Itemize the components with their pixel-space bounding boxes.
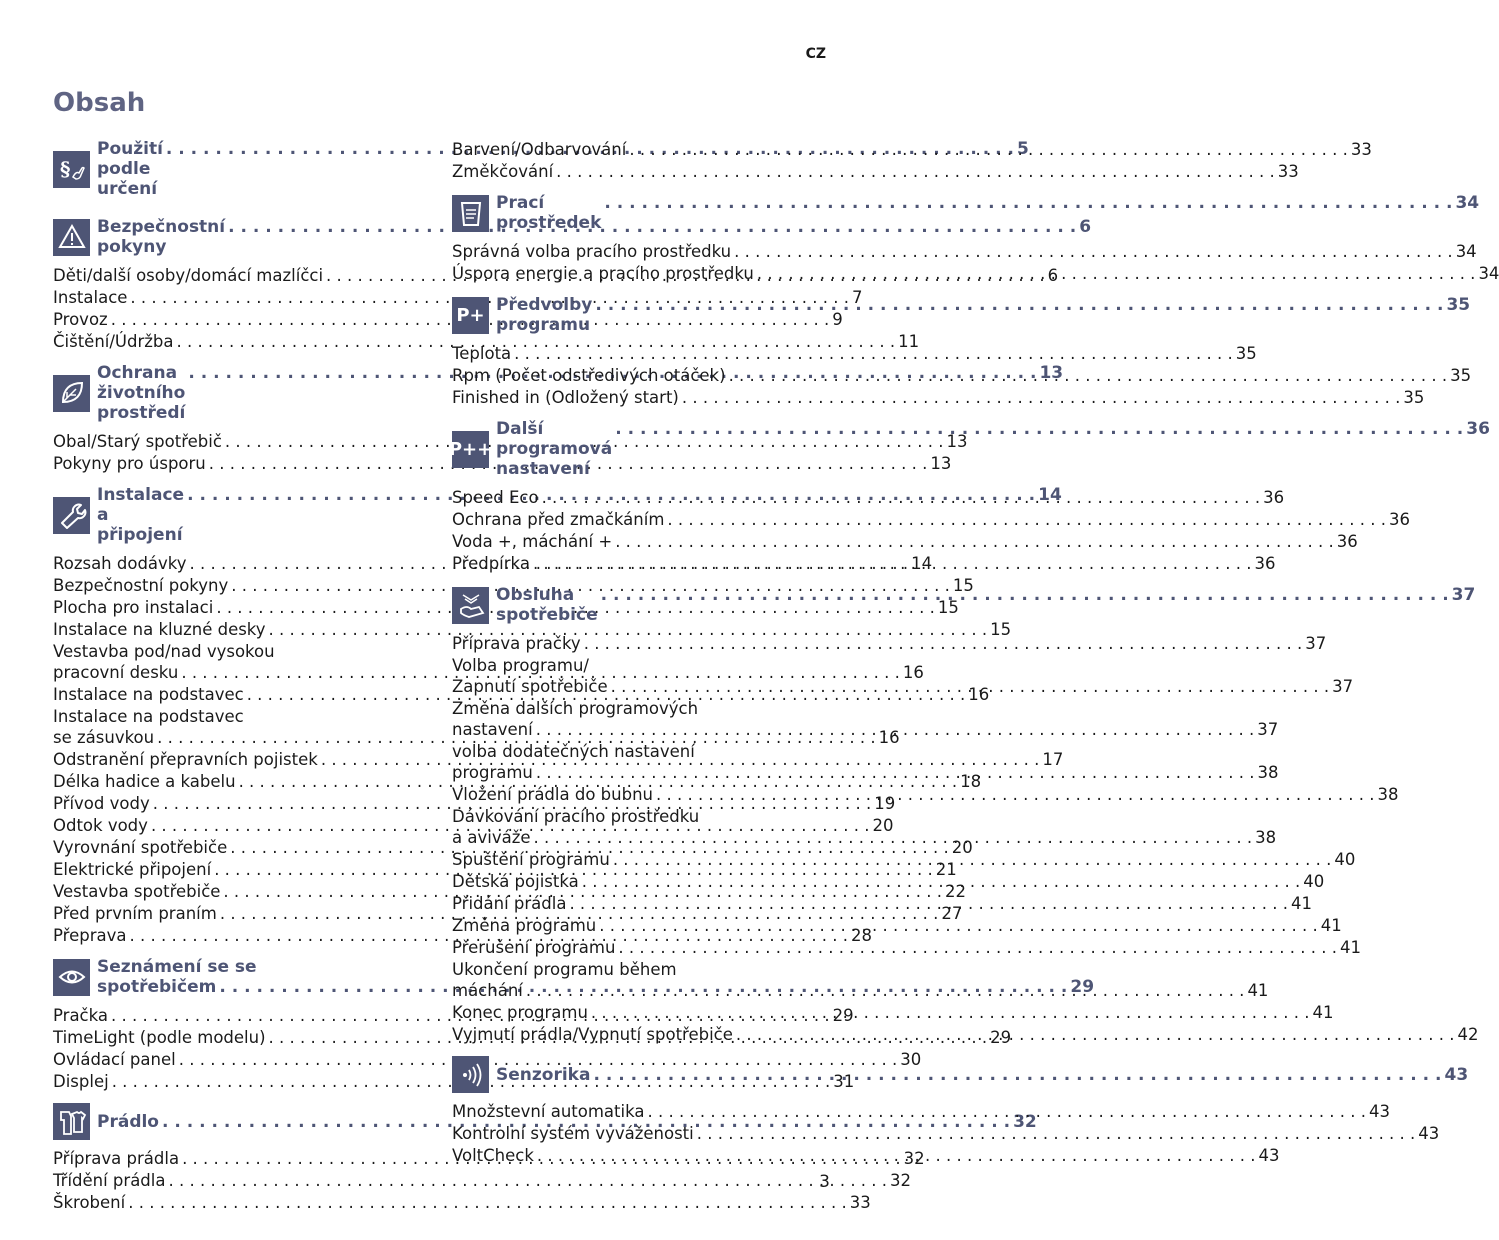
section-heading-text	[496, 193, 1479, 233]
entry-title-line2: nastavení	[452, 720, 533, 739]
entry-page: 27	[941, 904, 963, 923]
section-page: 35	[1446, 295, 1471, 315]
entry-page: 31	[833, 1072, 855, 1091]
dot-leader	[615, 419, 1463, 439]
section-page: 43	[1444, 1064, 1469, 1085]
entry-page: 38	[1255, 828, 1277, 847]
eye-icon	[53, 959, 90, 996]
entry-page: 20	[872, 816, 894, 835]
entry-page: 30	[900, 1050, 922, 1069]
section-title: Předvolby programu	[496, 295, 593, 335]
dot-leader	[526, 980, 1245, 1002]
entry-title: Vložení prádla do bubnu	[452, 785, 653, 804]
entry-page: 13	[930, 454, 952, 473]
entry-title: Barvení/Odbarvování	[452, 140, 627, 159]
entry-page: 14	[911, 554, 933, 573]
entry-page: 32	[890, 1171, 912, 1190]
dot-leader	[537, 1145, 1256, 1167]
entry-title: Finished in (Odložený start)	[452, 388, 679, 407]
dot-leader	[615, 531, 1334, 553]
entry-page: 15	[990, 620, 1012, 639]
laundry-clothes-icon	[53, 1103, 90, 1140]
section-heading[interactable]	[452, 295, 1471, 335]
entry-page: 41	[1312, 1003, 1334, 1022]
dot-leader	[604, 193, 1452, 213]
entry-title: Přerušení programu	[452, 938, 616, 957]
wrench-icon	[53, 497, 90, 534]
entry-title-line2: programu	[452, 763, 533, 782]
entry-title: Kontrolní systém vyváženosti	[452, 1124, 694, 1143]
dot-leader	[582, 871, 1301, 893]
entry-page: 19	[874, 794, 896, 813]
dot-leader	[168, 1170, 887, 1192]
section-page: 36	[1466, 419, 1490, 439]
section-heading-text	[496, 585, 1475, 625]
entry-title-line1: Instalace na podstavec	[53, 707, 244, 726]
entry-title: Rpm (Počet odstředivých otáček)	[452, 366, 726, 385]
entry-title-line2: a aviváže	[452, 828, 531, 847]
entry-page: 35	[1403, 388, 1425, 407]
entry-page: 41	[1339, 938, 1361, 957]
entry-title: Dětská pojistka	[452, 872, 579, 891]
toc-entry[interactable]	[53, 431, 968, 453]
toc-entry[interactable]	[452, 531, 1358, 553]
entry-title-line1: Ukončení programu během	[452, 960, 677, 979]
entry-title-line1: Změna dalších programových	[452, 699, 699, 718]
section-title: Senzorika	[496, 1064, 591, 1085]
toc-entry[interactable]	[452, 263, 1499, 285]
dot-leader	[757, 263, 1476, 285]
toc-entry[interactable]	[53, 453, 952, 475]
dot-leader	[534, 827, 1253, 849]
entry-page: 41	[1320, 916, 1342, 935]
p-plus-plus-icon	[448, 431, 493, 468]
warning-triangle-icon	[53, 219, 90, 256]
section-heading-text	[496, 295, 1470, 335]
toc-entry[interactable]	[452, 633, 1327, 655]
dot-leader	[613, 849, 1332, 871]
toc-entry[interactable]	[53, 287, 863, 309]
entry-title-line2: máchání	[452, 981, 523, 1000]
page-title: Obsah	[53, 88, 146, 118]
section-page: 32	[1013, 1111, 1037, 1132]
section-page: 14	[1038, 485, 1062, 505]
icon-label: P++	[448, 438, 493, 460]
entry-page: 16	[878, 728, 900, 747]
dot-leader	[736, 1024, 1455, 1046]
dot-leader	[584, 633, 1303, 655]
dot-leader	[656, 784, 1375, 806]
entry-title: Provoz	[53, 310, 108, 329]
dot-leader	[734, 241, 1453, 263]
section-title: Použití podle určení	[97, 139, 163, 199]
section-page: 6	[1079, 217, 1092, 237]
entry-title: Příprava pračky	[452, 634, 581, 653]
entry-title: Obal/Starý spotřebič	[53, 432, 222, 451]
entry-page: 40	[1334, 850, 1356, 869]
dot-leader	[729, 365, 1448, 387]
toc-entry[interactable]	[452, 387, 1425, 409]
spacer	[53, 947, 423, 957]
toc-entry[interactable]	[53, 331, 920, 353]
section-title: spotřebičem	[97, 977, 217, 997]
entry-page: 37	[1257, 720, 1279, 739]
entry-title: Přidání prádla	[452, 894, 567, 913]
section-title: Bezpečnostní pokyny	[97, 217, 226, 257]
entry-title: Třídění prádla	[53, 1171, 166, 1190]
entry-page: 43	[1418, 1124, 1440, 1143]
spacer	[53, 475, 423, 485]
dot-leader	[697, 1123, 1416, 1145]
entry-page: 11	[898, 332, 920, 351]
section-title: Prádlo	[97, 1111, 159, 1132]
spacer	[452, 575, 810, 585]
dot-leader	[536, 719, 1255, 741]
section-page: 13	[1039, 363, 1064, 383]
dot-leader	[533, 553, 1252, 575]
entry-page: 36	[1263, 488, 1285, 507]
entry-title: Odstranění přepravních pojistek	[53, 750, 318, 769]
section-title-line1: Seznámení se se	[97, 957, 257, 977]
leaf-icon	[53, 375, 90, 412]
entry-title: VoltCheck	[452, 1146, 534, 1165]
sensor-waves-icon	[452, 1056, 489, 1093]
entry-page: 33	[849, 1193, 871, 1212]
entry-title: Vyjmutí prádla/Vypnutí spotřebiče	[452, 1025, 733, 1044]
entry-title: Před prvním praním	[53, 904, 217, 923]
entry-title: Úspora energie a pracího prostředku	[452, 264, 754, 283]
entry-page: 36	[1254, 554, 1276, 573]
entry-title: Děti/další osoby/domácí mazlíčci	[53, 266, 324, 285]
toc-entry[interactable]	[53, 619, 1012, 641]
toc-entry[interactable]	[53, 1192, 871, 1214]
entry-title: Příprava prádla	[53, 1149, 180, 1168]
dot-leader	[595, 295, 1443, 315]
entry-page: 32	[903, 1149, 925, 1168]
entry-title: Teplota	[452, 344, 512, 363]
dot-leader	[601, 585, 1449, 605]
spacer	[452, 409, 810, 419]
hand-operation-icon	[452, 587, 489, 624]
entry-page: 33	[1350, 140, 1372, 159]
entry-title: Bezpečnostní pokyny	[53, 576, 229, 595]
dot-leader	[128, 1192, 847, 1214]
entry-page: 42	[1457, 1025, 1479, 1044]
entry-page: 35	[1450, 366, 1472, 385]
entry-page: 20	[951, 838, 973, 857]
entry-title: Displej	[53, 1072, 109, 1091]
p-plus-icon	[452, 297, 489, 334]
section-page: 29	[1070, 977, 1095, 997]
section-heading-text	[496, 419, 1490, 479]
entry-page: 40	[1303, 872, 1325, 891]
entry-page: 17	[1042, 750, 1064, 769]
spacer	[53, 353, 423, 363]
dot-leader	[599, 915, 1318, 937]
dot-leader	[629, 139, 1348, 161]
entry-title-line2: Zapnutí spotřebiče	[452, 677, 608, 696]
section-page: 34	[1455, 193, 1480, 213]
entry-page: 13	[946, 432, 968, 451]
entry-title: Předpírka	[452, 554, 530, 573]
entry-page: 36	[1336, 532, 1358, 551]
entry-page: 38	[1377, 785, 1399, 804]
entry-title: Ovládací panel	[53, 1050, 176, 1069]
entry-page: 43	[1369, 1102, 1391, 1121]
dot-leader	[618, 937, 1337, 959]
entry-title: Voda +, máchání +	[452, 532, 613, 551]
entry-page: 16	[902, 663, 924, 682]
entry-title: Pokyny pro úsporu	[53, 454, 206, 473]
entry-title: Délka hadice a kabelu	[53, 772, 236, 791]
entry-page: 15	[937, 598, 959, 617]
toc-entry[interactable]	[452, 1123, 1440, 1145]
page-number: 3	[819, 1172, 830, 1192]
entry-title: TimeLight (podle modelu)	[53, 1028, 266, 1047]
toc-entry[interactable]	[452, 937, 1361, 959]
entry-title: Rozsah dodávky	[53, 554, 187, 573]
dot-leader	[514, 343, 1233, 365]
entry-title: Elektrické připojení	[53, 860, 212, 879]
section-page: 5	[1016, 139, 1029, 159]
entry-title: Konec programu	[452, 1003, 588, 1022]
entry-page: 28	[851, 926, 873, 945]
entry-page: 6	[1047, 266, 1059, 285]
dot-leader	[667, 509, 1386, 531]
entry-page: 33	[1277, 162, 1299, 181]
entry-page: 15	[952, 576, 974, 595]
entry-page: 37	[1305, 634, 1327, 653]
section-heading-text	[496, 1065, 1468, 1085]
section-heading[interactable]	[452, 193, 1480, 233]
entry-page: 7	[851, 288, 863, 307]
entry-title-line2: pracovní desku	[53, 663, 179, 682]
entry-title: Správná volba pracího prostředku	[452, 242, 732, 261]
toc-entry[interactable]	[53, 575, 974, 597]
entry-page: 34	[1455, 242, 1477, 261]
entry-page: 43	[1258, 1146, 1280, 1165]
entry-title-line1: Vestavba pod/nad vysokou	[53, 642, 275, 661]
entry-title: Instalace	[53, 288, 128, 307]
section-title: Instalace a připojení	[97, 485, 185, 545]
entry-page: 29	[990, 1028, 1012, 1047]
dot-leader	[591, 1002, 1310, 1024]
entry-title: Ochrana před zmačkáním	[452, 510, 665, 529]
section-page: 37	[1451, 585, 1476, 605]
toc-entry[interactable]	[53, 1170, 912, 1192]
entry-title: Odtok vody	[53, 816, 148, 835]
entry-page: 36	[1388, 510, 1410, 529]
spacer	[452, 183, 810, 193]
section-title: Obsluha spotřebiče	[496, 585, 598, 625]
entry-title: Spuštění programu	[452, 850, 610, 869]
icon-label: P+	[456, 304, 485, 326]
toc-entry[interactable]	[452, 139, 1372, 161]
entry-page: 16	[968, 685, 990, 704]
entry-title: Pračka	[53, 1006, 109, 1025]
entry-title: Čištění/Údržba	[53, 332, 174, 351]
entry-page: 37	[1332, 677, 1354, 696]
entry-page: 41	[1291, 894, 1312, 913]
detergent-icon	[452, 195, 489, 232]
entry-title: Speed Eco	[452, 488, 539, 507]
entry-title: Množstevní automatika	[452, 1102, 645, 1121]
section-title: Prací prostředek	[496, 193, 602, 233]
entry-page: 18	[960, 772, 982, 791]
dot-leader	[556, 161, 1275, 183]
section-title: Další programová nastavení	[496, 419, 613, 479]
toc-entry[interactable]	[452, 343, 1257, 365]
toc-entry[interactable]	[53, 1049, 922, 1071]
entry-title: Změna programu	[452, 916, 597, 935]
entry-title: Instalace na kluzné desky	[53, 620, 266, 639]
spacer	[452, 1046, 810, 1056]
spacer	[53, 1093, 423, 1103]
toc-entry[interactable]	[452, 509, 1410, 531]
dot-leader	[593, 1065, 1441, 1085]
svg-text:§: §	[59, 157, 70, 181]
dot-leader	[647, 1101, 1366, 1123]
entry-title-line1: Volba programu/	[452, 656, 589, 675]
dot-leader	[611, 676, 1330, 698]
entry-title: Přívod vody	[53, 794, 150, 813]
entry-title-line1: Dávkování pracího prostředku	[452, 807, 700, 826]
entry-page: 9	[832, 310, 843, 329]
dot-leader	[569, 893, 1288, 915]
entry-title-line1: volba dodatečných nastavení	[452, 742, 695, 761]
spacer	[53, 207, 423, 217]
entry-title: Plocha pro instalaci	[53, 598, 214, 617]
entry-page: 21	[935, 860, 957, 879]
section-title: Ochrana životního prostředí	[97, 363, 186, 423]
entry-title: Vestavba spotřebiče	[53, 882, 221, 901]
paragraph-hand-icon	[53, 151, 90, 188]
toc-entry[interactable]	[452, 241, 1477, 263]
entry-title: Změkčování	[452, 162, 554, 181]
entry-title-line2: se zásuvkou	[53, 728, 155, 747]
entry-page: 35	[1235, 344, 1257, 363]
toc-entry[interactable]	[452, 161, 1299, 183]
entry-title: Škrobení	[53, 1193, 126, 1212]
entry-page: 22	[944, 882, 966, 901]
entry-title: Vyrovnání spotřebiče	[53, 838, 228, 857]
dot-leader	[682, 387, 1401, 409]
entry-page: 34	[1478, 264, 1499, 283]
spacer	[452, 285, 810, 295]
entry-page: 38	[1257, 763, 1279, 782]
dot-leader	[536, 762, 1255, 784]
dot-leader	[542, 487, 1261, 509]
entry-page: 41	[1247, 981, 1269, 1000]
entry-page: 29	[832, 1006, 854, 1025]
entry-title: Instalace na podstavec	[53, 685, 244, 704]
entry-title: Přeprava	[53, 926, 127, 945]
language-code: CZ	[805, 46, 826, 62]
